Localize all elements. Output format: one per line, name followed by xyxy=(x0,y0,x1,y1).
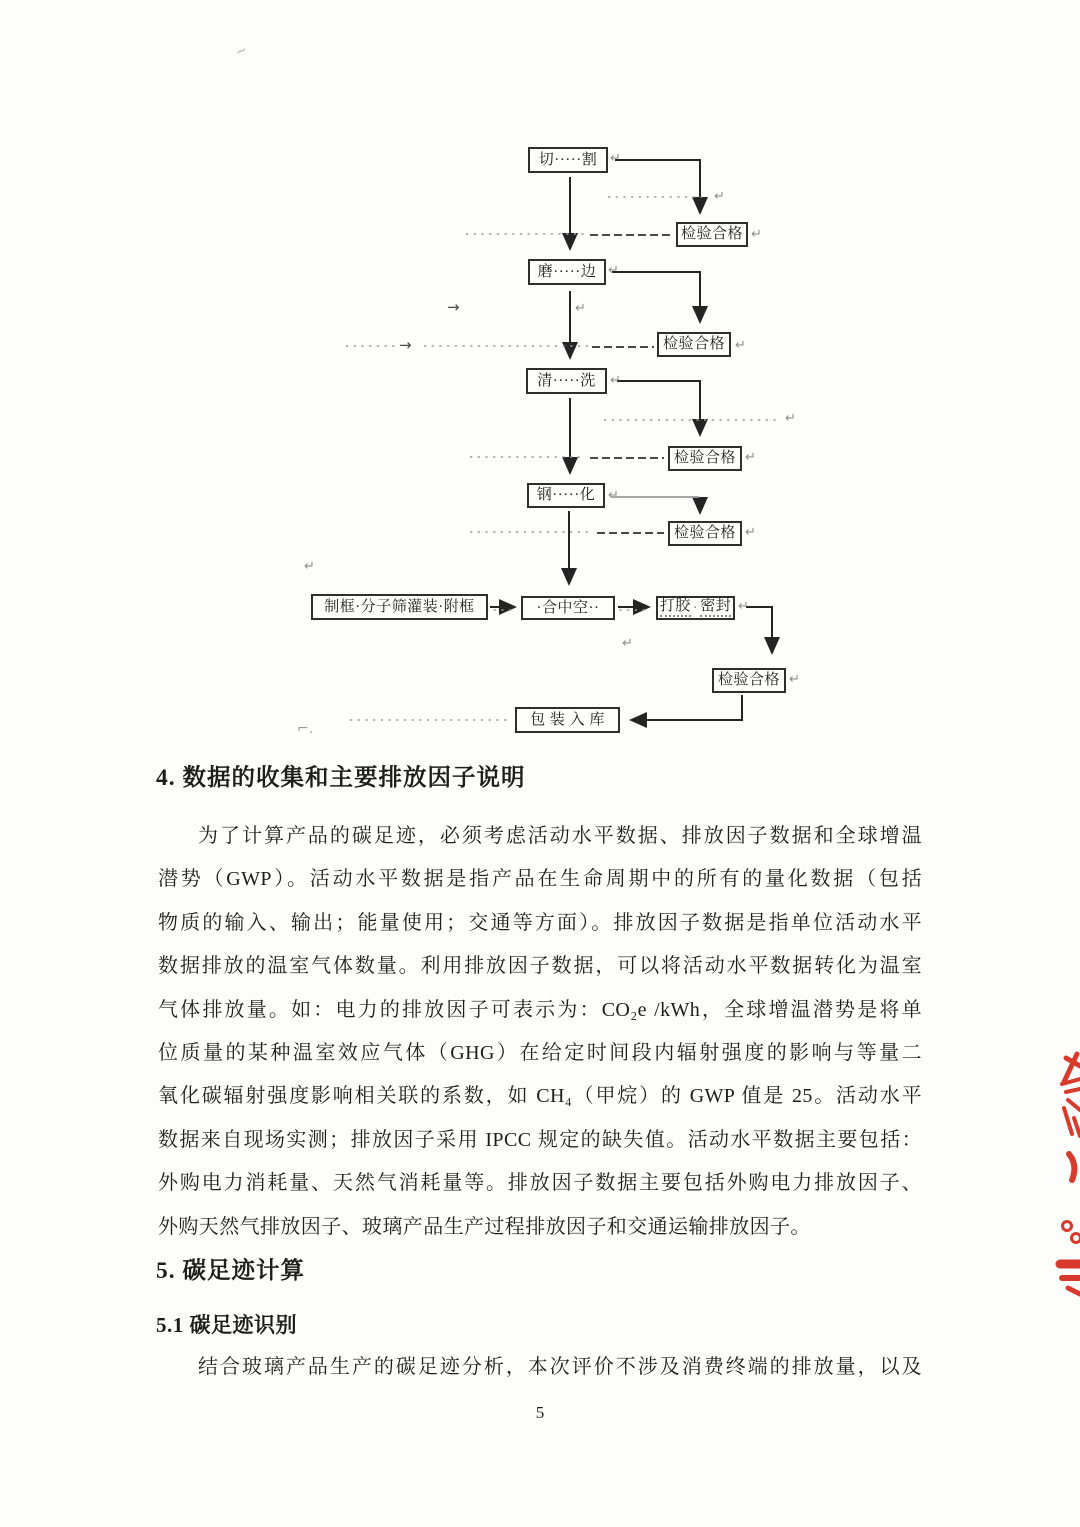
box-label: 清·····洗 xyxy=(537,372,596,389)
paragraph-line: 物质的输入、输出；能量使用；交通等方面）。排放因子数据是指单位活动水平 xyxy=(158,911,922,934)
box-label: 检验合格 xyxy=(673,525,736,541)
flowchart-box-packing xyxy=(515,707,620,733)
flowchart-box-inspect-2 xyxy=(657,332,731,357)
paragraph-line: 位质量的某种温室效应气体（GHG）在给定时间段内辐射强度的影响与等量二 xyxy=(158,1041,922,1064)
pilcrow-mark: ↵ xyxy=(610,373,621,388)
pilcrow-mark: ↵ xyxy=(745,525,756,540)
box-label: 打胶 xyxy=(660,599,691,617)
section-4-paragraph xyxy=(158,815,922,1249)
section-4-heading: 4. 数据的收集和主要排放因子说明 xyxy=(156,765,526,791)
flowchart-box-assembly xyxy=(521,596,615,620)
pilcrow-mark: ↵ xyxy=(785,411,796,426)
paragraph-line: 气体排放量。如：电力的排放因子可表示为：CO₂e /kWh，全球增温潜势是将单 xyxy=(158,998,922,1021)
flowchart-box-sealing xyxy=(656,596,735,620)
paragraph-line: 氧化碳辐射强度影响相关联的系数，如 CH₄（甲烷）的 GWP 值是 25。活动水平 xyxy=(158,1085,922,1108)
pilcrow-mark: ↵ xyxy=(738,599,749,614)
section-5-heading: 5. 碳足迹计算 xyxy=(156,1258,305,1284)
page-number: 5 xyxy=(535,1403,545,1422)
stray-right-arrow-mark: → xyxy=(399,336,412,354)
pilcrow-mark: ↵ xyxy=(575,301,586,316)
flowchart-box-tempering xyxy=(527,483,605,508)
pilcrow-mark: ↵ xyxy=(714,189,725,204)
flowchart-box-cutting xyxy=(528,147,608,173)
flowchart-box-inspect-1 xyxy=(676,222,748,247)
box-label: ·合中空·· xyxy=(536,599,600,616)
pilcrow-mark: ↵ xyxy=(608,263,619,278)
pilcrow-mark: ↵ xyxy=(622,636,633,651)
box-label: 磨·····边 xyxy=(537,263,597,280)
pilcrow-mark: ↵ xyxy=(789,672,800,687)
box-label: 包 装 入 库 xyxy=(530,711,605,728)
paragraph-line: 外购电力消耗量、天然气消耗量等。排放因子数据主要包括外购电力排放因子、 xyxy=(158,1172,922,1195)
pilcrow-mark: ↵ xyxy=(608,488,619,503)
corner-artifact-mark: ⌐. xyxy=(297,721,314,737)
box-label: 切·····割 xyxy=(538,151,598,168)
paragraph-line: 数据排放的温室气体数量。利用排放因子数据，可以将活动水平数据转化为温室 xyxy=(158,955,922,978)
paragraph-line: 外购天然气排放因子、玻璃产品生产过程排放因子和交通运输排放因子。 xyxy=(158,1215,811,1238)
section-5-1-subheading: 5.1 碳足迹识别 xyxy=(156,1313,297,1337)
section-5-paragraph xyxy=(158,1346,922,1389)
box-label: 密封 xyxy=(700,599,731,617)
red-seal-stamp-partial xyxy=(1044,1046,1080,1306)
pilcrow-mark: ↵ xyxy=(610,151,621,166)
dot-separator: · xyxy=(692,599,699,616)
box-label: 检验合格 xyxy=(662,336,725,352)
flowchart-box-grinding xyxy=(528,259,606,285)
pilcrow-mark: ↵ xyxy=(304,559,315,574)
pilcrow-mark: ↵ xyxy=(751,227,762,242)
paragraph-line: 为了计算产品的碳足迹，必须考虑活动水平数据、排放因子数据和全球增温 xyxy=(198,825,922,847)
pilcrow-mark: ↵ xyxy=(735,338,746,353)
paragraph-line: 数据来自现场实测；排放因子采用 IPCC 规定的缺失值。活动水平数据主要包括： xyxy=(158,1128,922,1151)
flowchart-box-inspect-4 xyxy=(668,521,742,546)
box-label: 检验合格 xyxy=(673,450,736,466)
box-label: 钢·····化 xyxy=(536,487,596,503)
pilcrow-mark: ↵ xyxy=(745,450,756,465)
stray-right-arrow-mark: → xyxy=(447,298,460,316)
box-label: 制框·分子筛灌装·附框 xyxy=(324,598,475,615)
paragraph-line: 结合玻璃产品生产的碳足迹分析，本次评价不涉及消费终端的排放量，以及 xyxy=(198,1356,922,1378)
scan-artifact-squiggle: ~ xyxy=(233,42,250,61)
box-label: 检验合格 xyxy=(717,672,780,688)
paragraph-line: 潜势（GWP）。活动水平数据是指产品在生命周期中的所有的量化数据（包括 xyxy=(158,868,922,891)
flowchart-box-inspect-3 xyxy=(668,446,742,471)
box-label: 检验合格 xyxy=(680,226,743,242)
flowchart-box-framing xyxy=(311,594,488,620)
flowchart-box-cleaning xyxy=(526,368,607,394)
flowchart-box-inspect-5 xyxy=(712,668,786,693)
